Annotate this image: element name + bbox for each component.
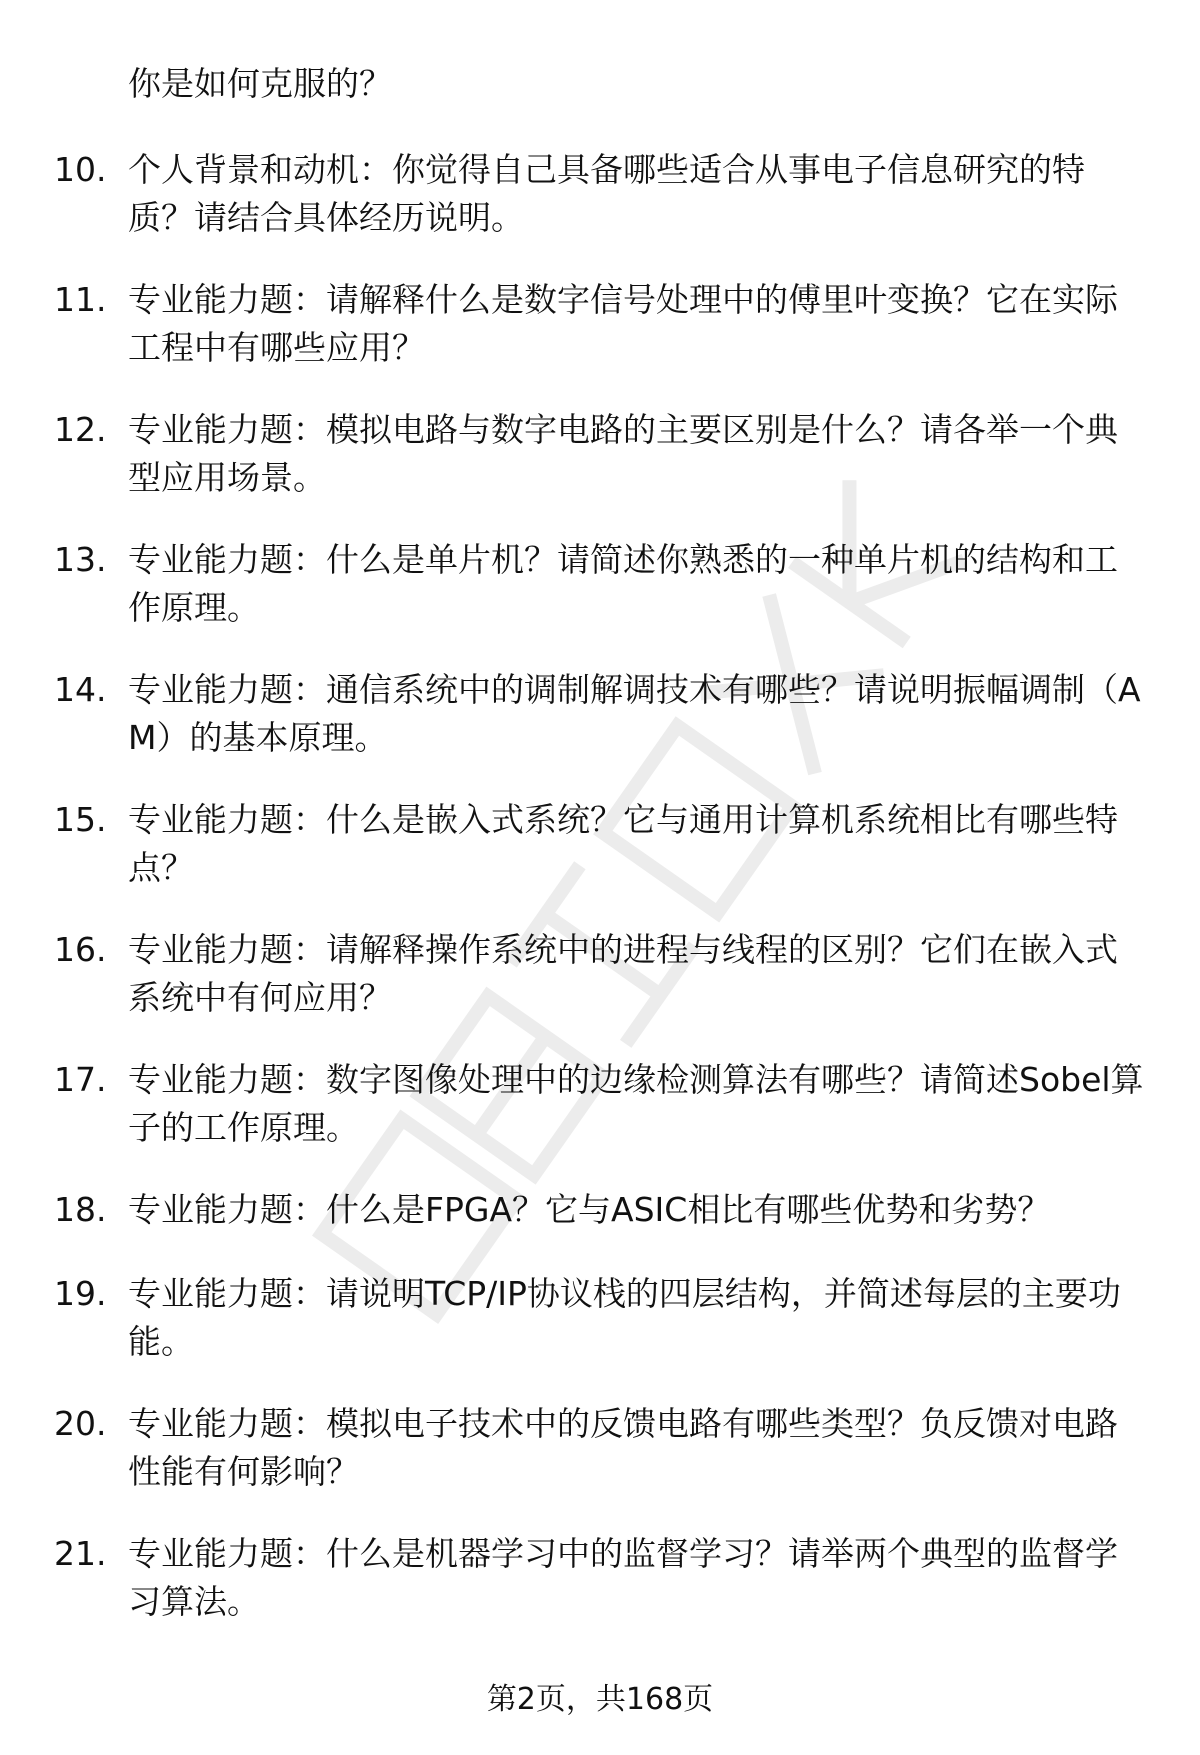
question-item xyxy=(0,796,1200,926)
question-number: 16. xyxy=(54,930,107,969)
question-text: 专业能力题：模拟电子技术中的反馈电路有哪些类型？负反馈对电路性能有何影响？ xyxy=(128,1404,1118,1491)
question-text: 专业能力题：什么是嵌入式系统？它与通用计算机系统相比有哪些特点？ xyxy=(128,800,1118,887)
question-item xyxy=(0,1056,1200,1186)
question-item xyxy=(0,926,1200,1056)
question-text: 专业能力题：模拟电路与数字电路的主要区别是什么？请各举一个典型应用场景。 xyxy=(128,410,1118,497)
question-number: 13. xyxy=(54,540,107,579)
question-text: 个人背景和动机：你觉得自己具备哪些适合从事电子信息研究的特质？请结合具体经历说明。 xyxy=(128,150,1085,237)
page-footer: 第2页，共168页 xyxy=(486,1682,714,1717)
question-text: 专业能力题：请说明TCP/IP协议栈的四层结构，并简述每层的主要功能。 xyxy=(128,1274,1121,1361)
question-number: 12. xyxy=(54,410,107,449)
question-number: 19. xyxy=(54,1274,107,1313)
question-text: 专业能力题：请解释什么是数字信号处理中的傅里叶变换？它在实际工程中有哪些应用？ xyxy=(128,280,1118,367)
question-text: 专业能力题：请解释操作系统中的进程与线程的区别？它们在嵌入式系统中有何应用？ xyxy=(128,930,1118,1017)
question-number: 11. xyxy=(54,280,107,319)
question-number: 20. xyxy=(54,1404,107,1443)
question-number: 15. xyxy=(54,800,107,839)
question-item xyxy=(0,1270,1200,1400)
question-item xyxy=(0,406,1200,536)
question-item xyxy=(0,666,1200,796)
question-item xyxy=(0,1186,1200,1270)
question-item xyxy=(0,146,1200,276)
question-list xyxy=(0,146,1200,1660)
question-number: 17. xyxy=(54,1060,107,1099)
question-item xyxy=(0,536,1200,666)
question-number: 18. xyxy=(54,1190,107,1229)
question-item xyxy=(0,1400,1200,1530)
question-text: 专业能力题：什么是单片机？请简述你熟悉的一种单片机的结构和工作原理。 xyxy=(128,540,1118,627)
question-number: 21. xyxy=(54,1534,107,1573)
continuation-text: 你是如何克服的？ xyxy=(128,64,392,103)
question-text: 专业能力题：什么是FPGA？它与ASIC相比有哪些优势和劣势？ xyxy=(128,1190,1051,1229)
question-text: 专业能力题：数字图像处理中的边缘检测算法有哪些？请简述Sobel算子的工作原理。 xyxy=(128,1060,1144,1147)
question-number: 14. xyxy=(54,670,107,709)
question-number: 10. xyxy=(54,150,107,189)
question-item xyxy=(0,276,1200,406)
question-text: 专业能力题：什么是机器学习中的监督学习？请举两个典型的监督学习算法。 xyxy=(128,1534,1118,1621)
question-item xyxy=(0,1530,1200,1660)
question-text: 专业能力题：通信系统中的调制解调技术有哪些？请说明振幅调制（AM）的基本原理。 xyxy=(128,670,1141,757)
